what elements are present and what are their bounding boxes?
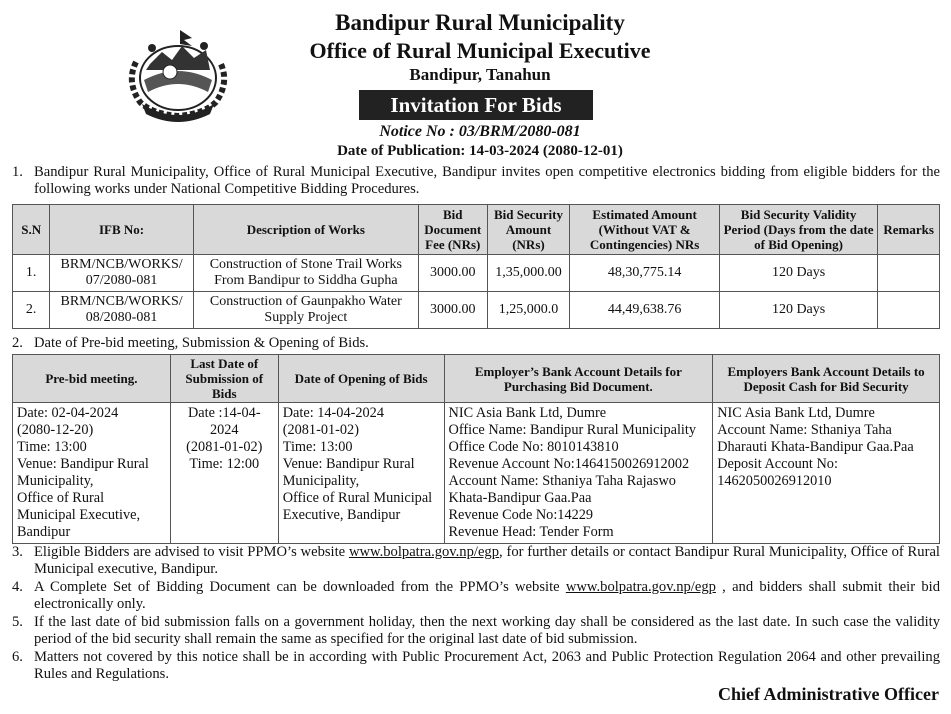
bank-line: Office Code No: 8010143810 <box>448 439 619 455</box>
work-description: Construction of Gaunpakho Water Supply Project <box>193 292 418 329</box>
prebid-line: Venue: Bandipur Rural Municipality, <box>17 456 149 489</box>
remarks <box>878 255 940 292</box>
bank-line: Deposit Account No: 1462050026912010 <box>717 456 838 489</box>
paragraph-text-part: , for further details or contact Bandipur Rural Municipality, Office of Rural Municipal executive, Bandipur. <box>34 544 940 577</box>
paragraph-3 <box>12 544 940 578</box>
paragraph-number: 2. <box>12 335 23 351</box>
notice-banner: Invitation For Bids <box>359 90 593 120</box>
bank-line: Account Name: Sthaniya Taha Dharauti Khata-Bandipur Gaa.Paa <box>717 422 914 455</box>
paragraph-text-part: , and bidders shall submit their bid electronically only. <box>34 579 940 612</box>
ppmo-website-link[interactable]: www.bolpatra.gov.np/egp <box>565 579 716 595</box>
document-fee: 3000.00 <box>418 292 487 329</box>
validity-period: 120 Days <box>719 292 878 329</box>
column-header: Pre-bid meeting. <box>13 355 171 403</box>
column-header: Employers Bank Account Details to Deposit Cash for Bid Security <box>713 355 940 403</box>
deposit-bank-cell <box>713 403 940 544</box>
bank-line: NIC Asia Bank Ltd, Dumre <box>448 405 607 421</box>
paragraph-text-part: A Complete Set of Bidding Document can be downloaded from the PPMO’s website <box>34 579 566 595</box>
prebid-line: Time: 13:00 <box>17 439 87 455</box>
nepal-emblem-icon <box>122 22 234 122</box>
bank-line: Revenue Code No:14229 <box>448 507 594 523</box>
opening-line: Time: 13:00 <box>282 439 353 455</box>
opening-line: Office of Rural Municipal Executive, Bandipur <box>282 490 433 523</box>
paragraph-number: 3. <box>12 544 23 560</box>
table-header-row <box>13 355 940 403</box>
notice-number: Notice No : 03/BRM/2080-081 <box>379 123 581 140</box>
remarks <box>878 292 940 329</box>
column-header: Description of Works <box>193 205 418 255</box>
column-header: Estimated Amount (Without VAT & Contingencies) NRs <box>570 205 719 255</box>
document-fee: 3000.00 <box>418 255 487 292</box>
paragraph-text: Matters not covered by this notice shall be in according with Public Procurement Act, 2063 and Public Protection Regulation 2064 and other prevailing Rules and Regulations. <box>34 649 940 682</box>
opening-line: (2081-01-02) <box>282 422 359 438</box>
paragraph-1 <box>12 164 940 198</box>
municipality-name: Bandipur Rural Municipality <box>335 10 625 35</box>
prebid-cell <box>13 403 171 544</box>
bid-security-amount: 1,35,000.00 <box>487 255 570 292</box>
bank-line: Revenue Account No:1464150026912002 <box>448 456 690 472</box>
work-description: Construction of Stone Trail Works From Bandipur to Siddha Gupha <box>193 255 418 292</box>
opening-line: Date: 14-04-2024 <box>282 405 384 421</box>
opening-cell <box>278 403 444 544</box>
table-header-row <box>13 205 940 255</box>
paragraph-text: Date of Pre-bid meeting, Submission & Opening of Bids. <box>34 335 369 351</box>
paragraph-text <box>34 579 940 613</box>
paragraph-4 <box>12 579 940 613</box>
column-header: Last Date of Submission of Bids <box>170 355 278 403</box>
column-header: IFB No: <box>50 205 193 255</box>
submission-line: Date :14-04-2024 <box>187 405 261 438</box>
paragraph-text <box>34 544 940 578</box>
paragraph-number: 4. <box>12 579 23 595</box>
bank-line: NIC Asia Bank Ltd, Dumre <box>717 405 875 421</box>
office-name: Office of Rural Municipal Executive <box>309 38 651 63</box>
prebid-line: (2080-12-20) <box>17 422 94 438</box>
paragraph-2 <box>12 335 940 352</box>
prebid-line: Office of Rural Municipal Executive, Bandipur <box>17 490 141 540</box>
paragraph-number: 5. <box>12 614 23 630</box>
signature-title: Chief Administrative Officer <box>718 684 939 704</box>
column-header: Remarks <box>878 205 940 255</box>
bank-line: Account Name: Sthaniya Taha Rajaswo Khata-Bandipur Gaa.Paa <box>448 473 676 506</box>
works-table <box>12 204 940 329</box>
office-location: Bandipur, Tanahun <box>409 65 551 84</box>
estimated-amount: 44,49,638.76 <box>570 292 719 329</box>
submission-cell <box>170 403 278 544</box>
ppmo-website-link[interactable]: www.bolpatra.gov.np/egp <box>348 544 500 560</box>
table-row <box>13 292 940 329</box>
paragraph-text: Bandipur Rural Municipality, Office of Rural Municipal Executive, Bandipur invites open competitive electronics bidding from eligible bidders for the following works under National Competitive Bidding Procedures. <box>34 164 940 197</box>
column-header: Bid Document Fee (NRs) <box>418 205 487 255</box>
paragraph-text: If the last date of bid submission falls on a government holiday, then the next working day shall be considered as the last date. In such case the validity period of the bid security shall remain the same as specified for the original last date of bid submission. <box>34 614 940 647</box>
table-row <box>13 403 940 544</box>
bank-line: Office Name: Bandipur Rural Municipality <box>448 422 697 438</box>
column-header: S.N <box>13 205 50 255</box>
column-header: Bid Security Validity Period (Days from the date of Bid Opening) <box>719 205 878 255</box>
table-row <box>13 255 940 292</box>
submission-line: Time: 12:00 <box>189 456 260 472</box>
serial-number: 1. <box>13 255 50 292</box>
estimated-amount: 48,30,775.14 <box>570 255 719 292</box>
paragraph-6 <box>12 649 940 683</box>
opening-line: Venue: Bandipur Rural Municipality, <box>282 456 415 489</box>
serial-number: 2. <box>13 292 50 329</box>
validity-period: 120 Days <box>719 255 878 292</box>
bank-line: Revenue Head: Tender Form <box>448 524 614 540</box>
ifb-number: BRM/NCB/WORKS/ 07/2080-081 <box>50 255 193 292</box>
publication-date: Date of Publication: 14-03-2024 (2080-12-01) <box>337 143 623 159</box>
ifb-number: BRM/NCB/WORKS/ 08/2080-081 <box>50 292 193 329</box>
paragraph-text-part: Eligible Bidders are advised to visit PPMO’s website <box>34 544 349 560</box>
paragraph-number: 6. <box>12 649 23 665</box>
column-header: Bid Security Amount (NRs) <box>487 205 570 255</box>
schedule-table <box>12 354 940 544</box>
prebid-line: Date: 02-04-2024 <box>17 405 119 421</box>
purchase-bank-cell <box>444 403 713 544</box>
paragraph-number: 1. <box>12 164 23 180</box>
bid-security-amount: 1,25,000.0 <box>487 292 570 329</box>
column-header: Date of Opening of Bids <box>278 355 444 403</box>
paragraph-5 <box>12 614 940 648</box>
submission-line: (2081-01-02) <box>186 439 263 455</box>
column-header: Employer’s Bank Account Details for Purchasing Bid Document. <box>444 355 713 403</box>
